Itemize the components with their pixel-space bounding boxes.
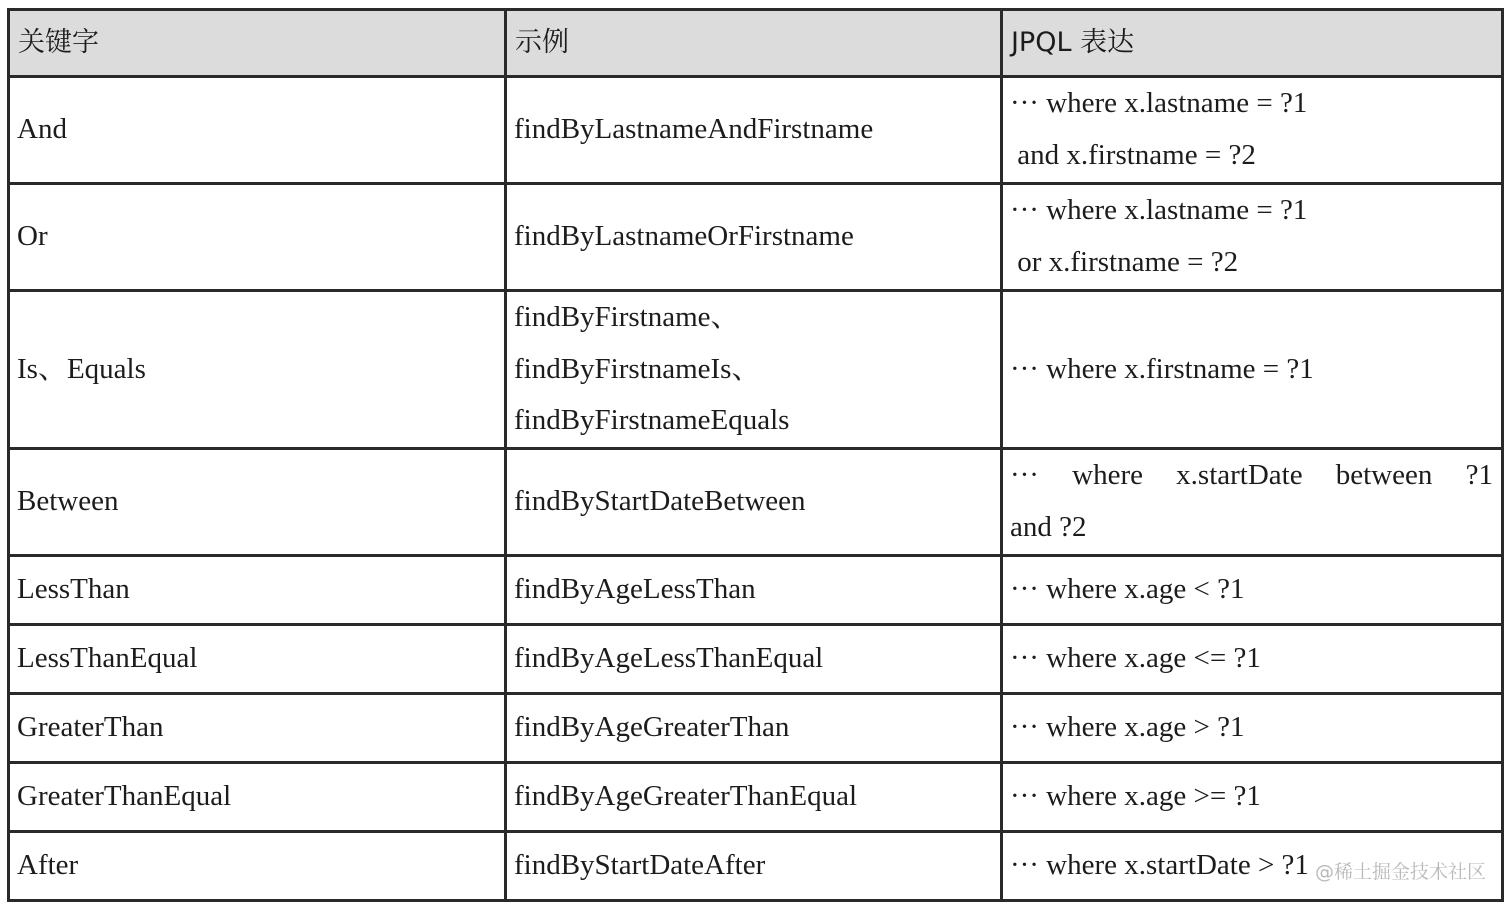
jpql-line: and x.firstname = ?2 bbox=[1009, 139, 1256, 171]
example-cell bbox=[505, 624, 1001, 693]
example-cell bbox=[505, 831, 1001, 900]
example-cell bbox=[505, 448, 1001, 555]
keyword-cell: Between bbox=[9, 448, 506, 555]
jpql-cell bbox=[1001, 77, 1502, 184]
jpql-cell bbox=[1001, 555, 1502, 624]
table-row bbox=[9, 762, 1503, 831]
example-text: findByStartDateBetween bbox=[513, 485, 806, 518]
example-cell bbox=[505, 291, 1001, 449]
table-row bbox=[9, 831, 1503, 900]
keyword-cell: LessThan bbox=[9, 555, 506, 624]
jpql-line: or x.firstname = ?2 bbox=[1009, 246, 1239, 278]
jpql-line: ··· where x.startDate > ?1 bbox=[1009, 849, 1309, 882]
jpql-cell bbox=[1001, 184, 1502, 291]
table-row bbox=[9, 184, 1503, 291]
example-text: findByStartDateAfter bbox=[513, 849, 766, 882]
header-row bbox=[9, 10, 1503, 77]
keyword-cell: Or bbox=[9, 184, 506, 291]
table-row bbox=[9, 624, 1503, 693]
keyword-cell: GreaterThanEqual bbox=[9, 762, 506, 831]
example-text: findByAgeLessThan bbox=[513, 573, 756, 606]
jpql-cell bbox=[1001, 448, 1502, 555]
example-text: findByAgeGreaterThanEqual bbox=[513, 780, 858, 813]
watermark-text: @稀土掘金技术社区 bbox=[1311, 856, 1490, 885]
example-text: findByFirstname、 bbox=[513, 301, 740, 333]
jpql-line: ··· where x.lastname = ?1 bbox=[1009, 194, 1308, 227]
jpql-cell bbox=[1001, 762, 1502, 831]
keyword-cell: After bbox=[9, 831, 506, 900]
keyword-cell: GreaterThan bbox=[9, 693, 506, 762]
example-text: findByAgeLessThanEqual bbox=[513, 642, 824, 675]
jpql-line: and ?2 bbox=[1009, 510, 1087, 543]
example-cell bbox=[505, 555, 1001, 624]
table-row bbox=[9, 555, 1503, 624]
example-text: findByAgeGreaterThan bbox=[513, 711, 790, 744]
jpql-line: ··· where x.age < ?1 bbox=[1009, 573, 1245, 606]
jpql-cell bbox=[1001, 291, 1502, 449]
jpql-line: ··· where x.age <= ?1 bbox=[1009, 642, 1261, 675]
header-keyword: 关键字 bbox=[9, 10, 506, 77]
keyword-cell: Is、Equals bbox=[9, 291, 506, 449]
table-row bbox=[9, 77, 1503, 184]
example-text: findByFirstnameIs、 bbox=[513, 352, 761, 385]
table-row bbox=[9, 448, 1503, 555]
example-cell bbox=[505, 693, 1001, 762]
jpql-keyword-table bbox=[7, 8, 1504, 902]
example-cell bbox=[505, 77, 1001, 184]
example-text: findByLastnameAndFirstname bbox=[513, 113, 874, 146]
jpql-cell bbox=[1001, 693, 1502, 762]
table-row bbox=[9, 291, 1503, 449]
jpql-line: ··· where x.startDate between ?1 bbox=[1009, 459, 1493, 492]
example-text: findByFirstnameEquals bbox=[513, 404, 790, 437]
example-text: findByLastnameOrFirstname bbox=[513, 220, 854, 253]
jpql-line: ··· where x.age >= ?1 bbox=[1009, 780, 1261, 813]
keyword-cell: And bbox=[9, 77, 506, 184]
table-row bbox=[9, 693, 1503, 762]
jpql-cell bbox=[1001, 624, 1502, 693]
example-cell bbox=[505, 762, 1001, 831]
jpql-line: ··· where x.age > ?1 bbox=[1009, 711, 1245, 744]
jpql-line: ··· where x.firstname = ?1 bbox=[1009, 352, 1314, 385]
header-example: 示例 bbox=[505, 10, 1001, 77]
example-cell bbox=[505, 184, 1001, 291]
header-jpql: JPQL 表达 bbox=[1001, 10, 1502, 77]
keyword-cell: LessThanEqual bbox=[9, 624, 506, 693]
jpql-line: ··· where x.lastname = ?1 bbox=[1009, 87, 1308, 120]
